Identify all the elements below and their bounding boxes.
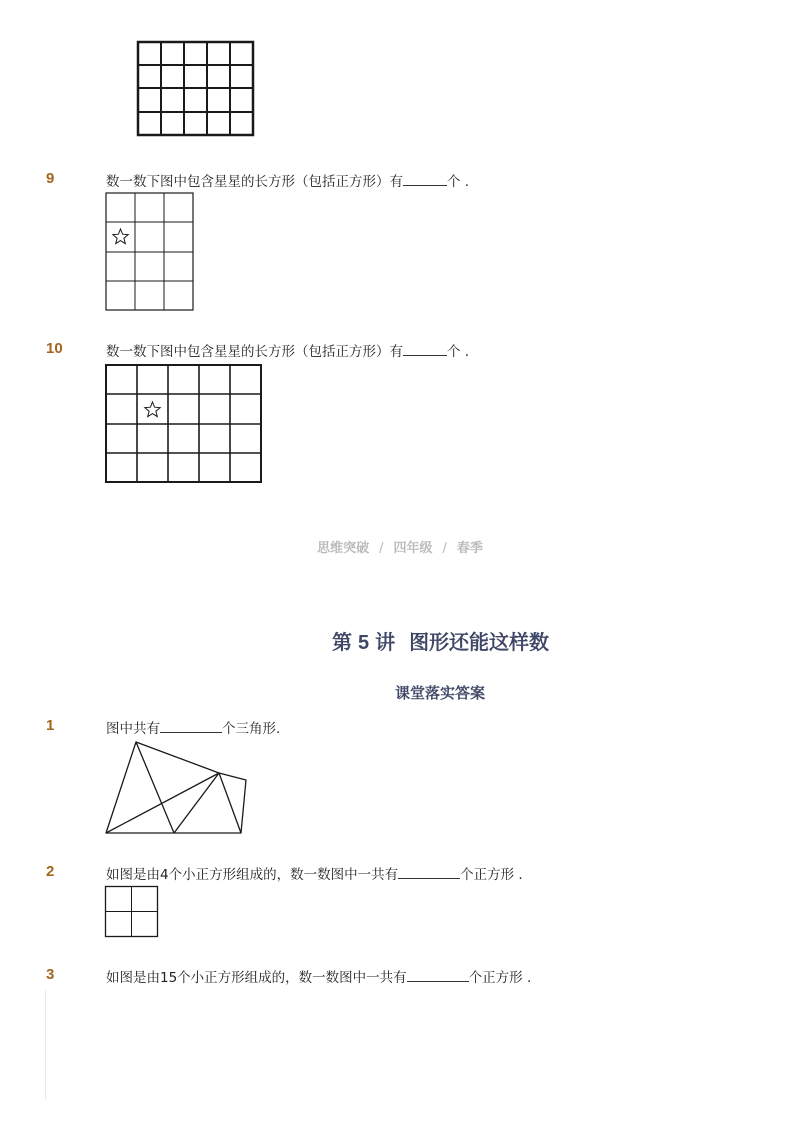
- footer-separator: /: [442, 541, 447, 556]
- answer-blank[interactable]: [398, 866, 460, 879]
- lecture-unit: 讲: [375, 630, 396, 654]
- question-number-10: 10: [46, 340, 63, 357]
- footer-grade: 四年级: [393, 541, 433, 556]
- answer-blank[interactable]: [160, 720, 222, 733]
- answer-number-3: 3: [46, 966, 55, 983]
- answer-1-prompt: 图中共有: [106, 721, 160, 737]
- section-title: 课堂落实答案: [394, 684, 485, 702]
- answer-blank[interactable]: [407, 969, 469, 982]
- question-10-prompt: 数一数下图中包含星星的长方形（包括正方形）有: [106, 344, 403, 360]
- triangle-line: [136, 742, 174, 833]
- footer-term: 春季: [456, 541, 483, 556]
- footer-series: 思维突破: [317, 541, 370, 556]
- question-9-grid: [105, 192, 195, 312]
- star-icon: [145, 402, 160, 417]
- answer-number-1: 1: [46, 717, 55, 734]
- square-2x2-figure: [104, 885, 160, 939]
- question-9-text: [106, 170, 469, 190]
- answer-3-text: [106, 966, 531, 986]
- lecture-prefix: 第: [332, 630, 352, 654]
- answer-2-suffix: 个正方形 .: [460, 867, 523, 883]
- lecture-title: [332, 626, 549, 655]
- answer-3-prompt: 如图是由15个小正方形组成的，数一数图中一共有: [106, 970, 407, 986]
- question-10-text: [106, 340, 469, 360]
- page-footer: [0, 537, 800, 556]
- top-grid-figure: [136, 40, 256, 138]
- footer-separator: /: [379, 541, 384, 556]
- answer-3-suffix: 个正方形 .: [468, 970, 532, 986]
- answer-2-prompt: 如图是由4个小正方形组成的，数一数图中一共有: [106, 867, 399, 883]
- answer-blank[interactable]: [403, 343, 447, 356]
- question-number-9: 9: [46, 170, 55, 187]
- answer-blank[interactable]: [403, 173, 447, 186]
- answer-1-suffix: 个三角形.: [222, 721, 281, 737]
- question-10-grid: [104, 363, 264, 485]
- question-10-suffix: 个 .: [447, 344, 470, 360]
- margin-rule: [45, 990, 46, 1100]
- triangle-line: [174, 773, 219, 833]
- question-9-prompt: 数一数下图中包含星星的长方形（包括正方形）有: [106, 174, 403, 190]
- star-icon: [113, 229, 128, 244]
- answer-1-text: [106, 717, 280, 737]
- lecture-name: 图形还能这样数: [409, 630, 550, 654]
- triangle-line: [219, 773, 241, 833]
- question-9-suffix: 个 .: [447, 174, 470, 190]
- triangle-figure: [104, 740, 254, 840]
- answer-2-text: [106, 863, 523, 883]
- lecture-number: 5: [358, 632, 370, 654]
- answer-number-2: 2: [46, 863, 55, 880]
